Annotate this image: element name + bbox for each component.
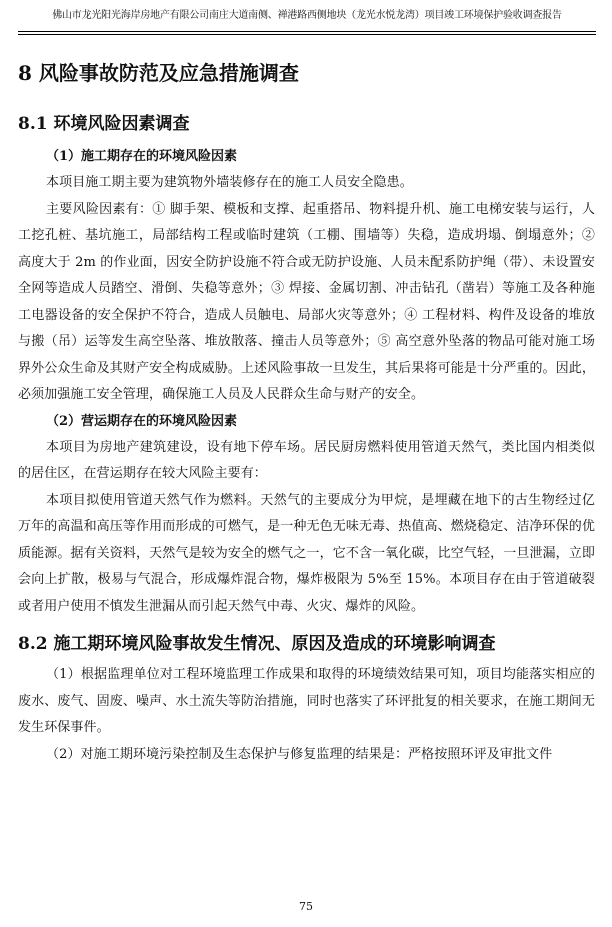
subsection-operation-risk: （2）营运期存在的环境风险因素 [46, 413, 238, 429]
page-number: 75 [299, 900, 313, 913]
paragraph-natural-gas: 本项目拟使用管道天然气作为燃料。天然气的主要成分为甲烷，是埋藏在地下的古生物经过亿万年的高温和高压等作用而形成的可燃气，是一种无色无味无毒、热值高、燃烧稳定、洁净环保的优质能源。据有关资料，天然气是较为安全的燃气之一，它不含一氧化碳，比空气轻，一旦泄漏，立即会向上扩散，极易与气混合，形成爆炸混合物，爆炸极限为 5%至 15%。本项目存在由于管道破裂或者用户使用不慎发生泄漏从而引起天然气中毒、火灾、爆炸的风险。 [18, 492, 595, 614]
section-8-2-title: 8.2 施工期环境风险事故发生情况、原因及造成的环境影响调查 [18, 634, 496, 654]
paragraph-pollution-control: （2）对施工期环境污染控制及生态保护与修复监理的结果是：严格按照环评及审批文件 [46, 746, 553, 762]
paragraph-supervision-result: （1）根据监理单位对工程环境监理工作成果和取得的环境绩效结果可知，项目均能落实相应的废水、废气、固废、噪声、水土流失等防治措施，同时也落实了环评批复的相关要求，在施工期间无发生环保事件。 [18, 667, 595, 735]
page-body [18, 40, 595, 768]
section-8-1-title: 8.1 环境风险因素调查 [18, 114, 190, 134]
chapter-title: 8 风险事故防范及应急措施调查 [18, 61, 299, 85]
paragraph-main-risk-factors: 主要风险因素有：① 脚手架、模板和支撑、起重搭吊、物料提升机、施工电梯安装与运行，人工挖孔桩、基坑施工，局部结构工程或临时建筑（工棚、围墙等）失稳，造成坍塌、倒塌意外；② 高度大于 2m 的作业面，因安全防护设施不符合或无防护设施、人员未配系防护绳（带）、未设置安全网等造成人员踏空、滑倒、失稳等意外；③ 焊接、金属切割、冲击钻孔（凿岩）等施工及各种施工电器设备的安全保护不符合，造成人员触电、局部火灾等意外；④ 工程材料、构件及设备的堆放与搬（吊）运等发生高空坠落、堆放散落、撞击人员等意外；⑤ 高空意外坠落的物品可能对施工场界外公众生命及其财产安全构成威胁。上述风险事故一旦发生，其后果将可能是十分严重的。因此，必须加强施工安全管理，确保施工人员及人民群众生命与财产的安全。 [18, 201, 595, 402]
paragraph-operation-intro: 本项目为房地产建筑建设，设有地下停车场。居民厨房燃料使用管道天然气，类比国内相类似的居住区，在营运期存在较大风险主要有： [18, 439, 595, 481]
paragraph-construction-hazard: 本项目施工期主要为建筑物外墙装修存在的施工人员安全隐患。 [46, 175, 413, 190]
header-rule [18, 31, 596, 35]
subsection-construction-risk: （1）施工期存在的环境风险因素 [46, 149, 238, 164]
running-header: 佛山市龙光阳光海岸房地产有限公司南庄大道南侧、禅港路西侧地块（龙光水悦龙湾）项目竣工环境保护验收调查报告 [52, 10, 562, 21]
